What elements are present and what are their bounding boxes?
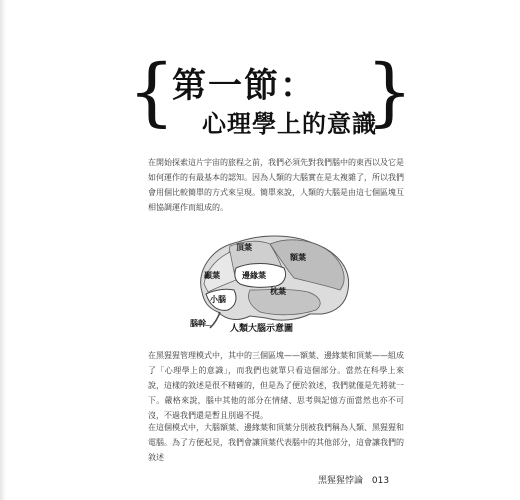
label-occipital: 枕葉 (270, 287, 286, 296)
section-number: 第一節： (172, 66, 316, 106)
label-brainstem: 腦幹 (190, 319, 206, 328)
figure-caption: 人類大腦示意圖 (230, 324, 294, 334)
left-brace: { (128, 49, 176, 135)
footer-book-title: 黑猩猩悖論 (318, 476, 364, 486)
label-frontal: 額葉 (290, 253, 306, 262)
page-footer (318, 473, 389, 486)
label-parietal: 頂葉 (236, 243, 252, 252)
section-heading: 心理學上的意識 (202, 110, 377, 138)
section-title (128, 49, 414, 140)
paragraph-model: 在黑猩猩管理模式中，其中的三個區塊——額葉、邊緣葉和頂葉——組成了「心理學上的意識」，而我們也就單只看這個部分。當然在科學上來說，這樣的敘述是很不精確的，但是為了便於敘述，我們就僅是先將就一下。嚴格來說，腦中其他的部分在情緒、思考與記憶方面當然也亦不可沒，不過我們還是暫且別過不提。 (148, 351, 404, 420)
right-brace: } (366, 49, 414, 135)
label-limbic: 邊緣葉 (242, 271, 266, 280)
paragraph-mapping: 在這個模式中，大腦額葉、邊緣葉和頂葉分別被我們稱為人類、黑猩猩和電腦。為了方便起見，我們會讓頂葉代表腦中的其他部分，這會讓我們的敘述 (148, 423, 404, 462)
label-cerebellum: 小腦 (210, 295, 226, 304)
label-temporal: 顳葉 (204, 271, 220, 280)
page-edge (0, 0, 6, 500)
paragraph-intro: 在開始探索這片宇宙的旅程之前，我們必須先對我們腦中的東西以及它是如何運作的有最基本的認知。因為人類的大腦實在是太複雜了，所以我們會用個比較簡單的方式來呈現。簡單來說，人類的大腦是由這七個區塊互相協調運作而組成的。 (148, 158, 404, 212)
footer-page-number: 013 (371, 476, 390, 486)
